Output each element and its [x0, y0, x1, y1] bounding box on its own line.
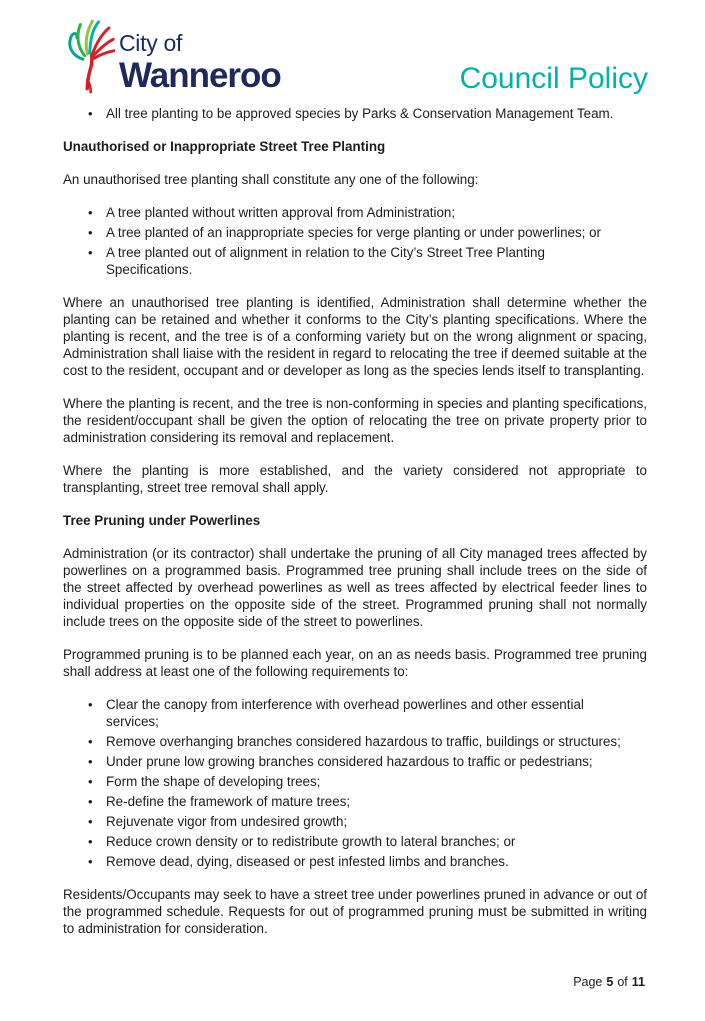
logo-city-of: City of: [119, 30, 183, 56]
bullet-item: [63, 733, 647, 750]
bullet-item: [63, 853, 647, 870]
bullet-item: [63, 793, 647, 810]
section-heading: Tree Pruning under Powerlines: [63, 513, 261, 528]
bullet-item: [63, 753, 647, 770]
bullet-text: A tree planted without written approval from Administration;: [106, 205, 456, 220]
paragraph: Programmed pruning is to be planned each year, on an as needs basis. Programmed tree pruning shall address at least one of the following requirements to:: [63, 647, 647, 679]
page-footer: [573, 975, 645, 989]
bullet-item: [63, 813, 647, 830]
bullet-text: Remove overhanging branches considered hazardous to traffic, buildings or structures;: [106, 734, 621, 749]
bullet-text: Form the shape of developing trees;: [106, 774, 321, 789]
bullet-item: [63, 224, 647, 241]
bullet-item: [63, 696, 647, 730]
bullet-text: All tree planting to be approved species by Parks & Conservation Management Team.: [106, 106, 614, 121]
city-of-wanneroo-logo: [63, 13, 281, 95]
document-title: Council Policy: [459, 62, 648, 95]
page-header: [63, 13, 648, 95]
section-heading: Unauthorised or Inappropriate Street Tree Planting: [63, 139, 386, 154]
bullet-item: [63, 833, 647, 850]
paragraph: Where the planting is recent, and the tree is non-conforming in species and planting specifications, the resident/occupant shall be given the option of relocating the tree on private property prior to administration considering its removal and replacement.: [63, 396, 647, 445]
bullet-text: A tree planted of an inappropriate species for verge planting or under powerlines; or: [106, 225, 602, 240]
paragraph: An unauthorised tree planting shall constitute any one of the following:: [63, 172, 479, 187]
bullet-text: Clear the canopy from interference with overhead powerlines and other essential services;: [106, 697, 584, 729]
bullet-item: [63, 244, 647, 278]
bullet-icon: •: [88, 774, 93, 789]
bullet-list: [63, 204, 647, 278]
bullet-item: [63, 773, 647, 790]
logo-wordmark: [119, 32, 281, 95]
kangaroo-paw-icon: [63, 13, 119, 95]
bullet-text: Remove dead, dying, diseased or pest infested limbs and branches.: [106, 854, 509, 869]
bullet-icon: •: [88, 245, 93, 260]
document-body: [63, 105, 647, 937]
bullet-icon: •: [88, 794, 93, 809]
bullet-icon: •: [88, 834, 93, 849]
bullet-item: [63, 105, 647, 122]
footer-page-label: Page: [573, 975, 603, 989]
bullet-icon: •: [88, 697, 93, 712]
bullet-icon: •: [88, 734, 93, 749]
logo-wanneroo: Wanneroo: [119, 56, 281, 95]
bullet-list: [63, 105, 647, 122]
bullet-icon: •: [88, 106, 93, 121]
footer-page-number: 5: [606, 975, 614, 989]
bullet-text: Rejuvenate vigor from undesired growth;: [106, 814, 348, 829]
bullet-text: Re-define the framework of mature trees;: [106, 794, 351, 809]
bullet-text: A tree planted out of alignment in relation to the City’s Street Tree Planting Specifications.: [106, 245, 545, 277]
paragraph: Administration (or its contractor) shall undertake the pruning of all City managed trees affected by powerlines on a programmed basis. Programmed tree pruning shall include trees on the side of the street affected by overhead powerlines as well as trees affected by electrical feeder lines to individual properties on the opposite side of the street. Programmed pruning shall not normally include trees on the opposite side of the street to powerlines.: [63, 546, 647, 629]
bullet-text: Reduce crown density or to redistribute growth to lateral branches; or: [106, 834, 516, 849]
bullet-icon: •: [88, 754, 93, 769]
paragraph: Where an unauthorised tree planting is identified, Administration shall determine whether the planting can be retained and whether it conforms to the City’s planting specifications. Where the planting is recent, and the tree is of a conforming variety but on the wrong alignment or spacing, Administration shall liaise with the resident in regard to relocating the tree if deemed suitable at the cost to the resident, occupant and or developer as long as the species lends itself to transplanting.: [63, 295, 647, 378]
paragraph: Where the planting is more established, and the variety considered not appropriate to transplanting, street tree removal shall apply.: [63, 463, 647, 495]
footer-total-pages: 11: [631, 975, 645, 989]
paragraph: Residents/Occupants may seek to have a street tree under powerlines pruned in advance or out of the programmed schedule. Requests for out of programmed pruning must be submitted in writing to administration for consideration.: [63, 887, 647, 936]
bullet-item: [63, 204, 647, 221]
footer-of-label: of: [617, 975, 628, 989]
bullet-list: [63, 696, 647, 870]
bullet-icon: •: [88, 854, 93, 869]
bullet-icon: •: [88, 205, 93, 220]
bullet-text: Under prune low growing branches considered hazardous to traffic or pedestrians;: [106, 754, 593, 769]
bullet-icon: •: [88, 225, 93, 240]
bullet-icon: •: [88, 814, 93, 829]
